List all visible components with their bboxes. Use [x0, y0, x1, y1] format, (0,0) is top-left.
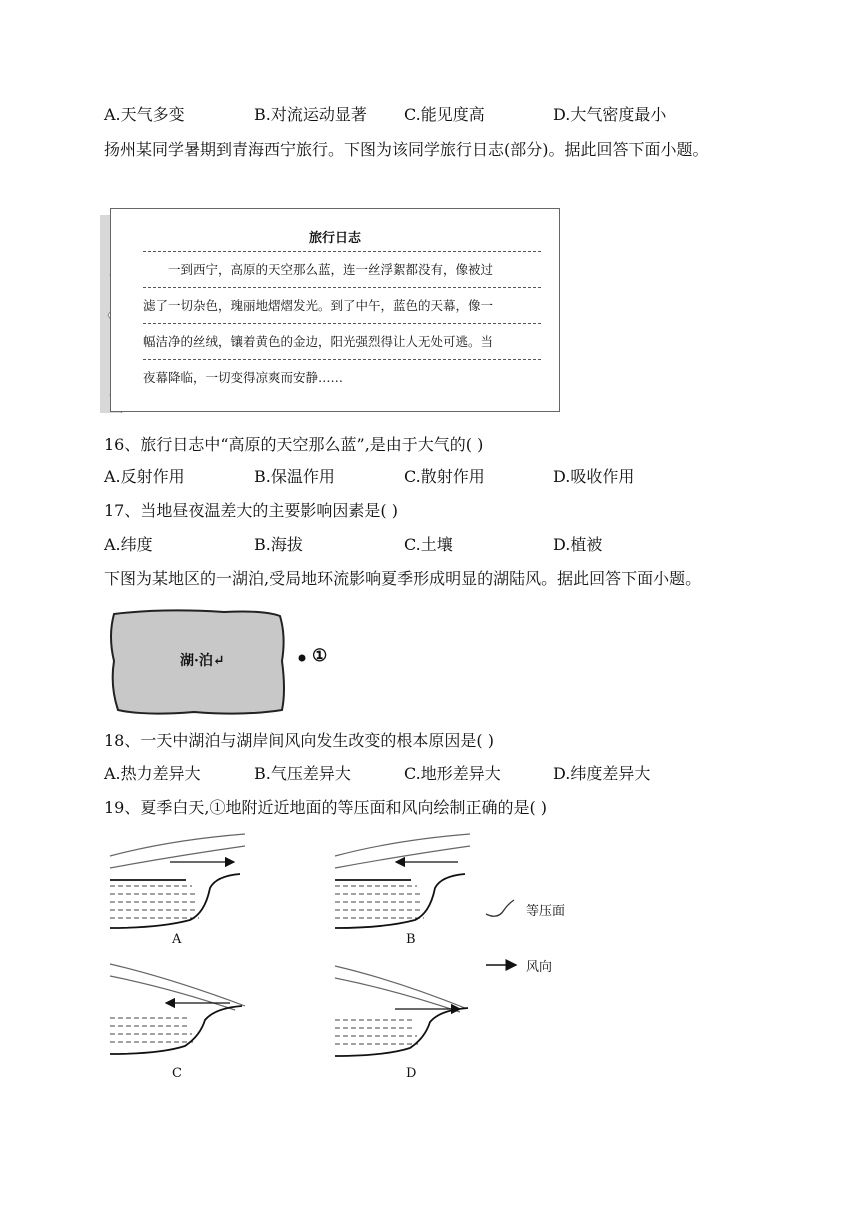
diary-line: 滤了一切杂色，瑰丽地熠熠发光。到了中午，蓝色的天幕，像一: [143, 287, 541, 323]
q18-option-b: B.气压差异大: [254, 764, 351, 783]
panel-b: [335, 834, 470, 928]
intro-xining: 扬州某同学暑期到青海西宁旅行。下图为该同学旅行日志(部分)。据此回答下面小题。: [104, 140, 709, 159]
isobar-legend-icon: [486, 900, 514, 916]
legend-wind-label: 风向: [526, 960, 553, 975]
panel-label-b: B: [406, 932, 416, 947]
q15-option-b: B.对流运动显著: [254, 105, 367, 124]
q16-option-c: C.散射作用: [404, 467, 485, 486]
diary-line: 幅洁净的丝绒，镶着黄色的金边，阳光强烈得让人无处可逃。当: [143, 323, 541, 359]
diary-line: 一到西宁，高原的天空那么蓝，连一丝浮絮都没有，像被过: [143, 251, 541, 287]
q18-option-c: C.地形差异大: [404, 764, 501, 783]
panel-c: [110, 964, 245, 1054]
q19-stem: 19、夏季白天,①地附近近地面的等压面和风向绘制正确的是( ): [104, 798, 548, 817]
q17-stem: 17、当地昼夜温差大的主要影响因素是( ): [104, 501, 398, 520]
q15-option-c: C.能见度高: [404, 105, 485, 124]
panel-label-a: A: [172, 932, 182, 947]
q16-stem: 16、旅行日志中“高原的天空那么蓝”,是由于大气的( ): [104, 435, 484, 454]
q17-option-a: A.纬度: [104, 535, 153, 554]
panel-d: [335, 966, 468, 1056]
intro-lake: 下图为某地区的一湖泊,受局地环流影响夏季形成明显的湖陆风。据此回答下面小题。: [104, 569, 702, 588]
legend-isobar-label: 等压面: [526, 904, 566, 919]
q15-option-d: D.大气密度最小: [553, 105, 667, 124]
q18-stem: 18、一天中湖泊与湖岸间风向发生改变的根本原因是( ): [104, 731, 494, 750]
panel-label-d: D: [406, 1066, 417, 1081]
travel-diary: [110, 208, 560, 412]
lake-label: 湖·泊↵: [180, 653, 225, 669]
q15-option-a: A.天气多变: [104, 105, 185, 124]
q18-option-d: D.纬度差异大: [553, 764, 651, 783]
diary-title: 旅行日志: [308, 231, 361, 246]
point-dot: [299, 655, 306, 662]
q17-option-c: C.土壤: [404, 535, 453, 554]
panel-label-c: C: [172, 1066, 182, 1081]
q16-option-a: A.反射作用: [104, 467, 185, 486]
q17-option-d: D.植被: [553, 535, 603, 554]
q17-option-b: B.海拔: [254, 535, 303, 554]
diary-text: [143, 251, 541, 395]
diary-line: 夜幕降临，一切变得凉爽而安静……: [143, 359, 541, 395]
q18-option-a: A.热力差异大: [104, 764, 201, 783]
q16-option-d: D.吸收作用: [553, 467, 635, 486]
point-1-label: ①: [312, 646, 328, 666]
panel-a: [110, 834, 245, 928]
q16-option-b: B.保温作用: [254, 467, 335, 486]
legend: [486, 900, 516, 965]
